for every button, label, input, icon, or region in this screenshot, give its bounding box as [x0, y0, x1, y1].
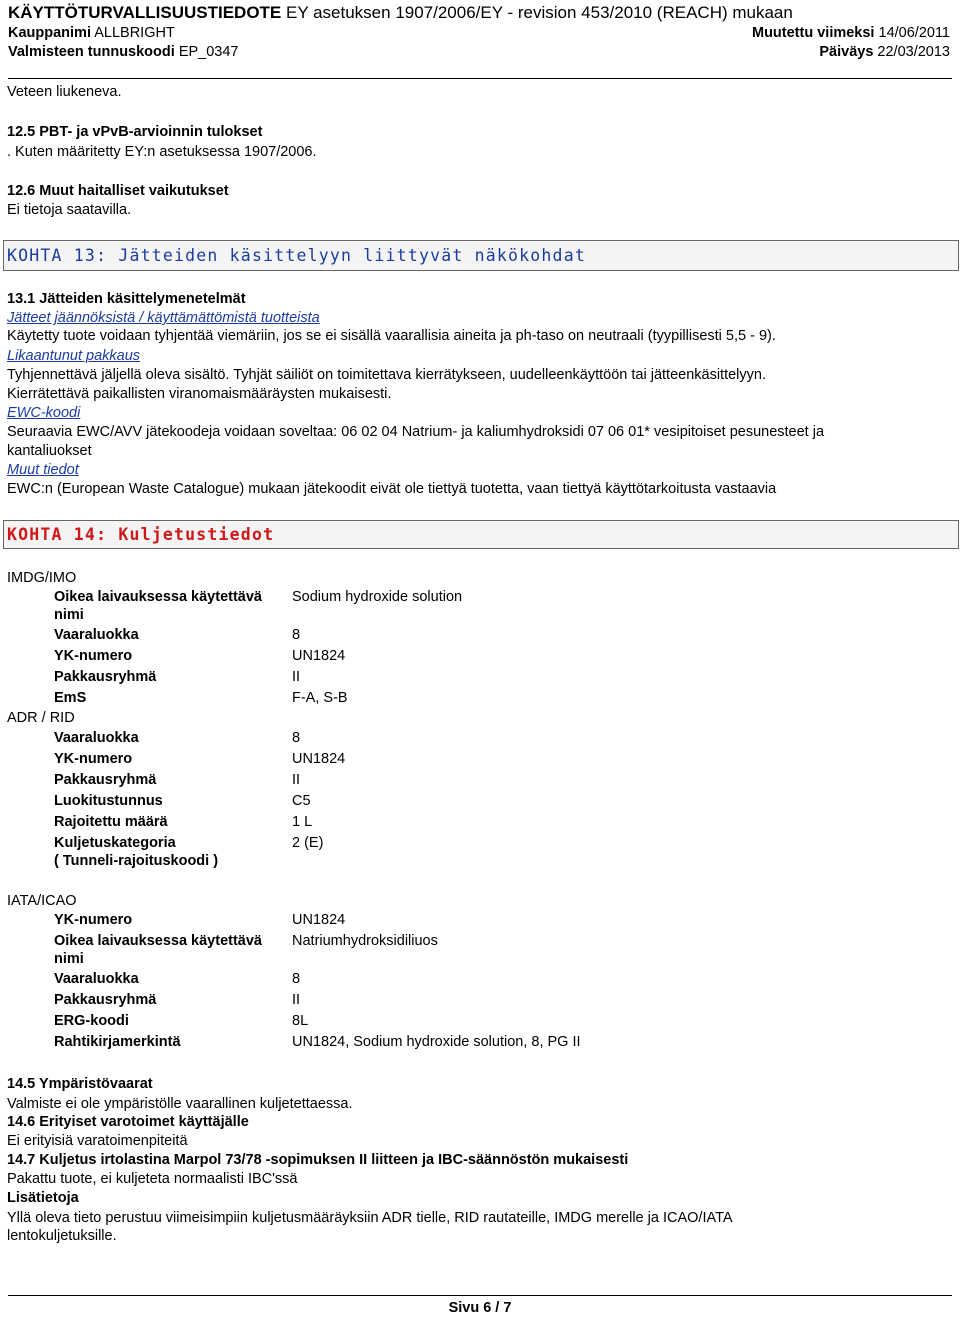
- waste-text: Käytetty tuote voidaan tyhjentää viemäriin, jos se ei sisällä vaarallisia aineita ja ph-taso on neutraali (tyypillisesti 5,5 - 9).: [7, 328, 776, 344]
- ewc-text-2: kantaliuokset: [7, 443, 92, 459]
- revised-line: [752, 25, 950, 41]
- iata-name-label: Oikea laivauksessa käytettävä: [54, 933, 262, 949]
- revised-value: 14/06/2011: [878, 25, 950, 41]
- revised-label: Muutettu viimeksi: [752, 25, 875, 41]
- imdg-row-value: F-A, S-B: [292, 690, 348, 706]
- adr-group-label: ADR / RID: [7, 710, 75, 726]
- section-12-5-heading: 12.5 PBT- ja vPvB-arvioinnin tulokset: [7, 124, 263, 140]
- section-13-title: KOHTA 13: Jätteiden käsittelyyn liittyvät näkökohdat: [7, 246, 586, 265]
- adr-row-label: Vaaraluokka: [54, 730, 139, 746]
- imdg-row-label: EmS: [54, 690, 87, 706]
- adr-row-value: UN1824: [292, 751, 346, 767]
- section-14-bar: [3, 520, 959, 549]
- adr-row-value: 1 L: [292, 814, 313, 830]
- date-label: Päiväys: [819, 44, 874, 60]
- iata-group-label: IATA/ICAO: [7, 893, 77, 909]
- adr-row-value: 2 (E): [292, 835, 324, 851]
- imdg-row-label: YK-numero: [54, 648, 133, 664]
- imdg-row-label: Vaaraluokka: [54, 627, 139, 643]
- document-title: [8, 3, 793, 23]
- document-title-main: KÄYTTÖTURVALLISUUSTIEDOTE: [8, 3, 282, 22]
- date-value: 22/03/2013: [877, 44, 950, 60]
- trade-name-value: ALLBRIGHT: [94, 25, 175, 41]
- iata-row-value: 8: [292, 971, 301, 987]
- adr-tunnel-label: ( Tunneli-rajoituskoodi ): [54, 853, 219, 869]
- additional-info-text-1: Yllä oleva tieto perustuu viimeisimpiin kuljetusmääräyksiin ADR tielle, RID rautateille, IMDG merelle ja ICAO/IATA: [7, 1210, 733, 1226]
- ewc-label: EWC-koodi: [7, 405, 81, 421]
- section-14-6-heading: 14.6 Erityiset varotoimet käyttäjälle: [7, 1114, 249, 1130]
- section-12-5-text: . Kuten määritetty EY:n asetuksessa 1907/2006.: [7, 144, 317, 160]
- additional-info-heading: Lisätietoja: [7, 1190, 79, 1206]
- other-info-label: Muut tiedot: [7, 462, 79, 478]
- other-info-text: EWC:n (European Waste Catalogue) mukaan jätekoodit eivät ole tiettyä tuotetta, vaan tiettyä käyttötarkoitusta vastaavia: [7, 481, 777, 497]
- section-12-6-text: Ei tietoja saatavilla.: [7, 202, 132, 218]
- adr-row-label: YK-numero: [54, 751, 133, 767]
- section-14-5-text: Valmiste ei ole ympäristölle vaarallinen kuljetettaessa.: [7, 1096, 353, 1112]
- iata-un-label: YK-numero: [54, 912, 133, 928]
- date-line: [819, 44, 950, 60]
- section-14-6-text: Ei erityisiä varatoimenpiteitä: [7, 1133, 188, 1149]
- footer-divider: [8, 1295, 952, 1296]
- imdg-name-value: Sodium hydroxide solution: [292, 589, 463, 605]
- imdg-row-value: 8: [292, 627, 301, 643]
- iata-row-label: ERG-koodi: [54, 1013, 129, 1029]
- packaging-text-1: Tyhjennettävä jäljellä oleva sisältö. Tyhjät säiliöt on toimitettava kierrätykseen, uudelleenkäyttöön tai jätteenkäsittelyyn.: [7, 367, 766, 383]
- imdg-name-label: Oikea laivauksessa käytettävä: [54, 589, 262, 605]
- adr-row-value: II: [292, 772, 301, 788]
- imdg-row-value: UN1824: [292, 648, 346, 664]
- imdg-group-label: IMDG/IMO: [7, 570, 77, 586]
- imdg-name-label-cont: nimi: [54, 607, 84, 623]
- adr-row-label: Luokitustunnus: [54, 793, 163, 809]
- product-code-line: [8, 44, 238, 60]
- ewc-text-1: Seuraavia EWC/AVV jätekoodeja voidaan soveltaa: 06 02 04 Natrium- ja kaliumhydroksidi 07 06 01* vesipitoiset pesunesteet ja: [7, 424, 825, 440]
- product-code-label: Valmisteen tunnuskoodi: [8, 44, 175, 60]
- iata-name-label-cont: nimi: [54, 951, 84, 967]
- document-title-regulation: EY asetuksen 1907/2006/EY - revision 453/2010 (REACH) mukaan: [286, 3, 793, 22]
- iata-row-value: II: [292, 992, 301, 1008]
- adr-row-value: C5: [292, 793, 311, 809]
- section-13-bar: [3, 240, 959, 271]
- waste-label: Jätteet jäännöksistä / käyttämättömistä tuotteista: [7, 310, 320, 326]
- packaging-label: Likaantunut pakkaus: [7, 348, 141, 364]
- imdg-row-value: II: [292, 669, 301, 685]
- section-12-6-heading: 12.6 Muut haitalliset vaikutukset: [7, 183, 229, 199]
- iata-row-label: Pakkausryhmä: [54, 992, 157, 1008]
- trade-name-line: [8, 25, 175, 41]
- additional-info-text-2: lentokuljetuksille.: [7, 1228, 117, 1244]
- adr-row-value: 8: [292, 730, 301, 746]
- trade-name-label: Kauppanimi: [8, 25, 91, 41]
- page-number: Sivu 6 / 7: [448, 1300, 512, 1316]
- imdg-row-label: Pakkausryhmä: [54, 669, 157, 685]
- section-14-7-text: Pakattu tuote, ei kuljeteta normaalisti IBC'ssä: [7, 1171, 298, 1187]
- adr-row-label: Rajoitettu määrä: [54, 814, 168, 830]
- iata-un-value: UN1824: [292, 912, 346, 928]
- adr-row-label: Pakkausryhmä: [54, 772, 157, 788]
- section-14-7-heading: 14.7 Kuljetus irtolastina Marpol 73/78 -sopimuksen II liitteen ja IBC-säännöstön mukaisesti: [7, 1152, 629, 1168]
- product-code-value: EP_0347: [178, 44, 239, 60]
- iata-row-value: 8L: [292, 1013, 309, 1029]
- iata-row-label: Vaaraluokka: [54, 971, 139, 987]
- intro-line: Veteen liukeneva.: [7, 84, 122, 100]
- section-14-title: KOHTA 14: Kuljetustiedot: [7, 525, 275, 544]
- section-14-5-heading: 14.5 Ympäristövaarat: [7, 1076, 153, 1092]
- section-13-1-heading: 13.1 Jätteiden käsittelymenetelmät: [7, 291, 246, 307]
- iata-row-label: Rahtikirjamerkintä: [54, 1034, 181, 1050]
- iata-row-value: UN1824, Sodium hydroxide solution, 8, PG II: [292, 1034, 581, 1050]
- iata-name-value: Natriumhydroksidiliuos: [292, 933, 438, 949]
- packaging-text-2: Kierrätettävä paikallisten viranomaismääräysten mukaisesti.: [7, 386, 392, 402]
- header-divider: [8, 78, 952, 79]
- adr-row-label: Kuljetuskategoria: [54, 835, 176, 851]
